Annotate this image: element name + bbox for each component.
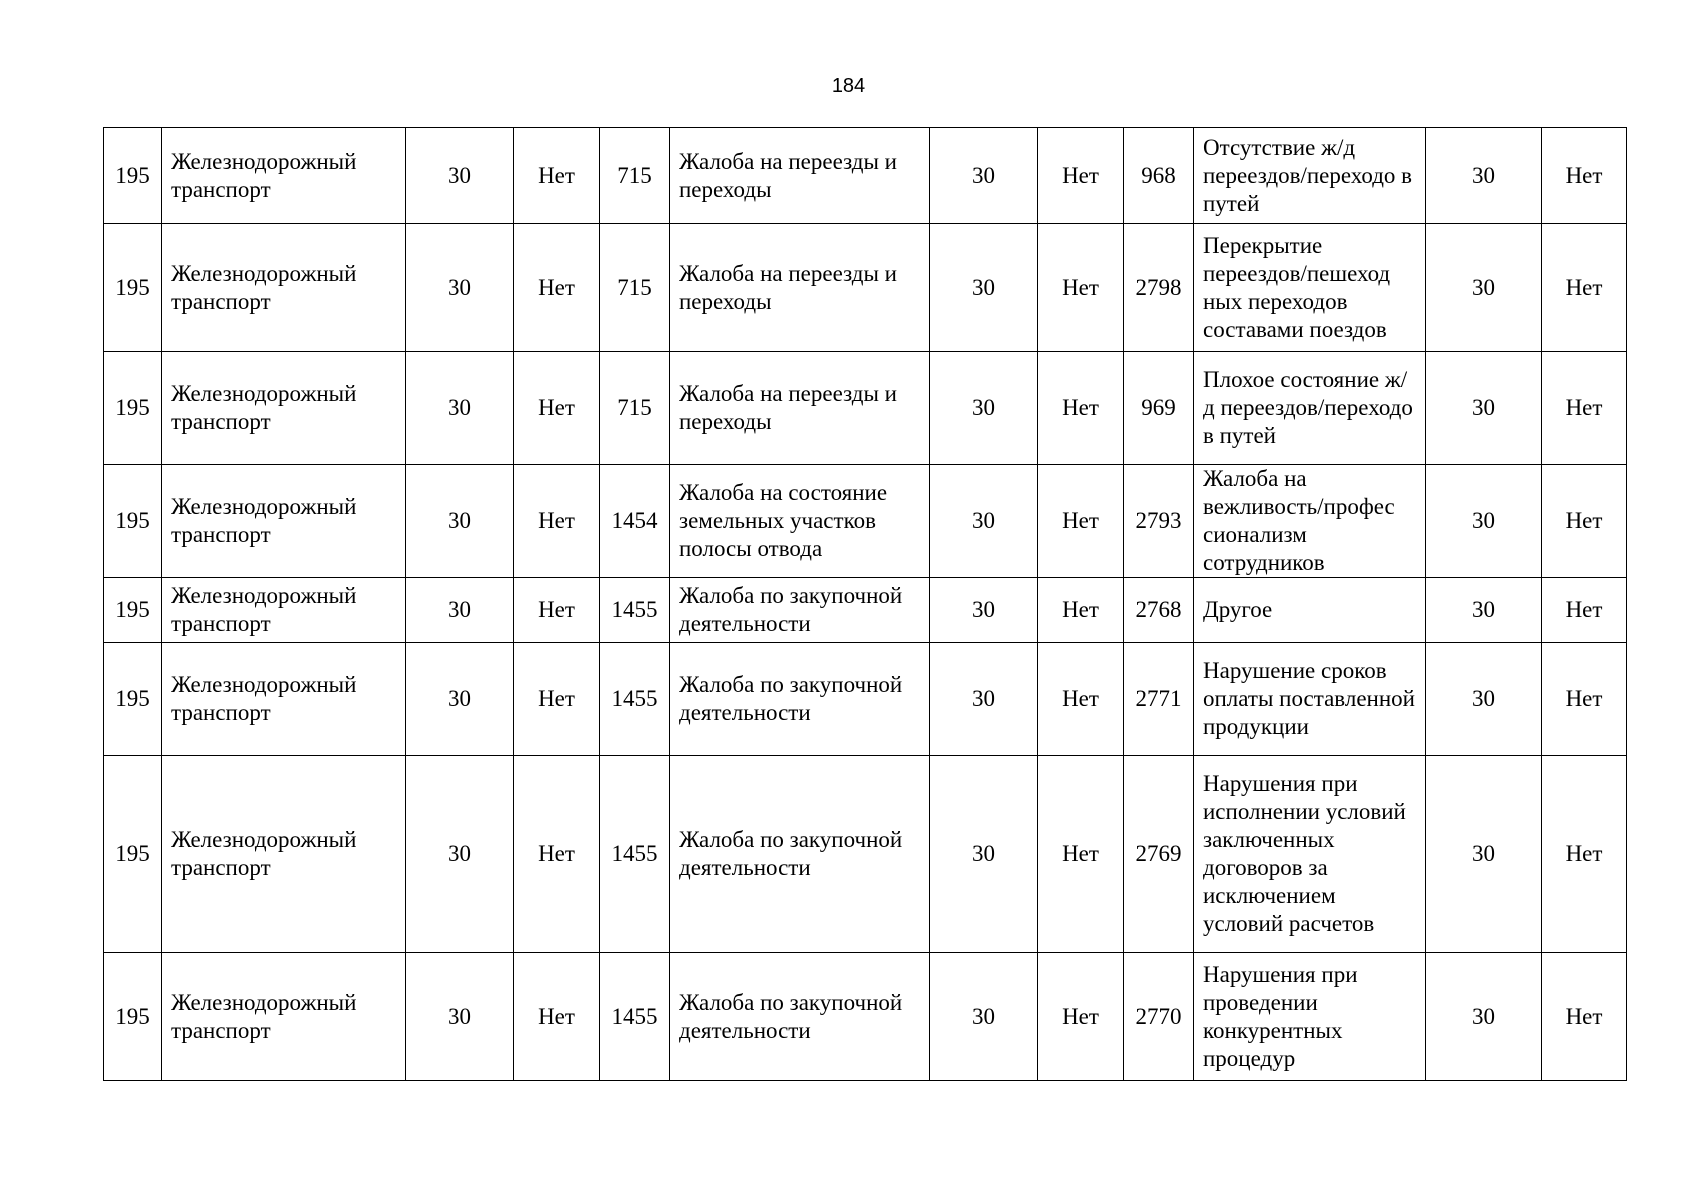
cell-flag: Нет [514,643,600,756]
cell-code: 195 [104,643,162,756]
cell-topic-flag: Нет [1542,953,1627,1081]
cell-topic-code: 969 [1124,352,1194,465]
cell-topic: Отсутствие ж/д переездов/переходо в путей [1194,128,1426,224]
cell-category: Железнодорожный транспорт [162,756,406,953]
cell-topic: Нарушение сроков оплаты поставленной продукции [1194,643,1426,756]
cell-topic: Нарушения при проведении конкурентных процедур [1194,953,1426,1081]
cell-topic-flag: Нет [1542,128,1627,224]
cell-subflag: Нет [1038,352,1124,465]
cell-term: 30 [406,756,514,953]
cell-category: Железнодорожный транспорт [162,953,406,1081]
cell-topic-code: 2771 [1124,643,1194,756]
cell-subcategory: Жалоба на переезды и переходы [670,224,930,352]
cell-category: Железнодорожный транспорт [162,578,406,643]
cell-topic-flag: Нет [1542,224,1627,352]
cell-topic-term: 30 [1426,465,1542,578]
table-row [104,352,1627,465]
cell-term: 30 [406,465,514,578]
cell-term: 30 [406,578,514,643]
cell-subterm: 30 [930,953,1038,1081]
cell-code: 195 [104,465,162,578]
cell-subcode: 1455 [600,578,670,643]
cell-subcode: 715 [600,128,670,224]
cell-code: 195 [104,953,162,1081]
cell-topic-code: 2770 [1124,953,1194,1081]
cell-topic-term: 30 [1426,643,1542,756]
cell-category: Железнодорожный транспорт [162,643,406,756]
table-row [104,128,1627,224]
cell-topic-term: 30 [1426,953,1542,1081]
cell-topic-flag: Нет [1542,643,1627,756]
cell-code: 195 [104,224,162,352]
cell-subcode: 1454 [600,465,670,578]
table-row [104,643,1627,756]
page-number: 184 [831,75,866,97]
cell-topic: Жалоба на вежливость/профес сионализм сотрудников [1194,465,1426,578]
cell-subterm: 30 [930,756,1038,953]
cell-topic: Перекрытие переездов/пешеход ных переходов составами поездов [1194,224,1426,352]
cell-term: 30 [406,953,514,1081]
cell-subflag: Нет [1038,953,1124,1081]
cell-topic-flag: Нет [1542,352,1627,465]
cell-subcode: 715 [600,352,670,465]
cell-code: 195 [104,578,162,643]
cell-flag: Нет [514,578,600,643]
cell-subflag: Нет [1038,465,1124,578]
table-row [104,578,1627,643]
cell-code: 195 [104,352,162,465]
cell-subterm: 30 [930,128,1038,224]
cell-flag: Нет [514,465,600,578]
cell-subcategory: Жалоба по закупочной деятельности [670,953,930,1081]
cell-code: 195 [104,128,162,224]
cell-subterm: 30 [930,578,1038,643]
cell-subcode: 1455 [600,756,670,953]
cell-subcode: 1455 [600,953,670,1081]
cell-topic: Нарушения при исполнении условий заключенных договоров за исключением условий расчетов [1194,756,1426,953]
cell-subterm: 30 [930,352,1038,465]
cell-category: Железнодорожный транспорт [162,352,406,465]
table-row [104,953,1627,1081]
cell-subcode: 1455 [600,643,670,756]
cell-topic-flag: Нет [1542,578,1627,643]
cell-flag: Нет [514,128,600,224]
cell-subcode: 715 [600,224,670,352]
data-table [103,127,1627,1081]
cell-topic-code: 2769 [1124,756,1194,953]
table-row [104,756,1627,953]
table-row [104,224,1627,352]
cell-topic-flag: Нет [1542,465,1627,578]
cell-flag: Нет [514,224,600,352]
cell-subcategory: Жалоба на состояние земельных участков полосы отвода [670,465,930,578]
cell-topic: Другое [1194,578,1426,643]
cell-subcategory: Жалоба по закупочной деятельности [670,578,930,643]
cell-flag: Нет [514,352,600,465]
cell-subflag: Нет [1038,578,1124,643]
cell-topic-term: 30 [1426,352,1542,465]
cell-topic-term: 30 [1426,756,1542,953]
cell-topic: Плохое состояние ж/д переездов/переходо в путей [1194,352,1426,465]
cell-topic-flag: Нет [1542,756,1627,953]
cell-term: 30 [406,224,514,352]
cell-term: 30 [406,352,514,465]
cell-category: Железнодорожный транспорт [162,128,406,224]
cell-subflag: Нет [1038,756,1124,953]
cell-term: 30 [406,128,514,224]
cell-subterm: 30 [930,465,1038,578]
cell-term: 30 [406,643,514,756]
cell-category: Железнодорожный транспорт [162,465,406,578]
cell-subflag: Нет [1038,128,1124,224]
cell-topic-term: 30 [1426,128,1542,224]
cell-code: 195 [104,756,162,953]
cell-subterm: 30 [930,224,1038,352]
cell-subterm: 30 [930,643,1038,756]
cell-topic-code: 2793 [1124,465,1194,578]
cell-topic-term: 30 [1426,224,1542,352]
cell-subflag: Нет [1038,643,1124,756]
cell-subflag: Нет [1038,224,1124,352]
cell-topic-code: 2768 [1124,578,1194,643]
cell-subcategory: Жалоба по закупочной деятельности [670,643,930,756]
cell-category: Железнодорожный транспорт [162,224,406,352]
cell-topic-term: 30 [1426,578,1542,643]
cell-topic-code: 2798 [1124,224,1194,352]
table-row [104,465,1627,578]
cell-subcategory: Жалоба по закупочной деятельности [670,756,930,953]
cell-subcategory: Жалоба на переезды и переходы [670,352,930,465]
cell-subcategory: Жалоба на переезды и переходы [670,128,930,224]
cell-topic-code: 968 [1124,128,1194,224]
cell-flag: Нет [514,756,600,953]
cell-flag: Нет [514,953,600,1081]
